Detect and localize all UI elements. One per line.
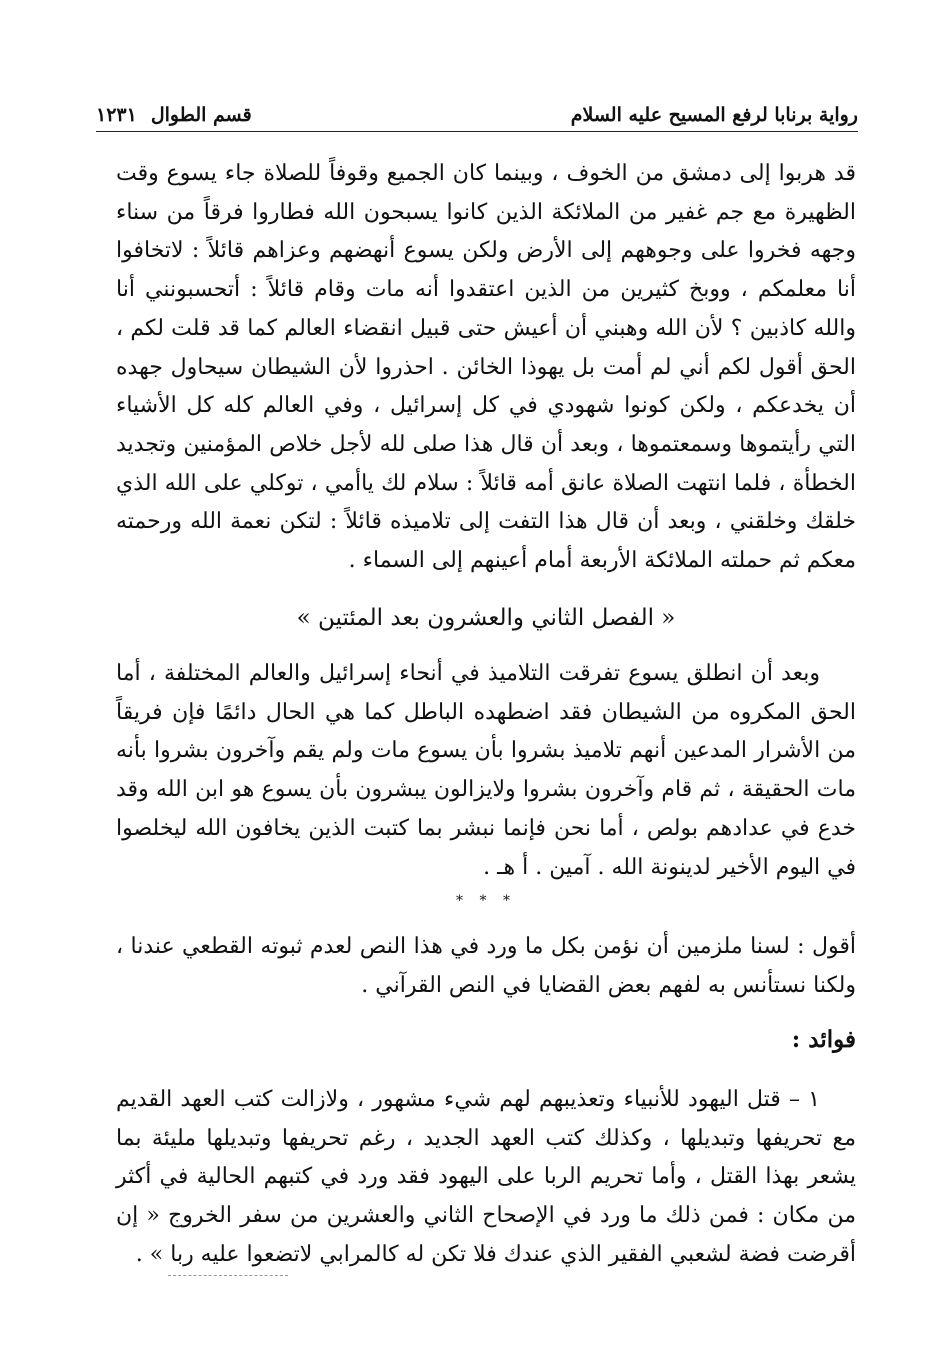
book-title: رواية برنابا لرفع المسيح عليه السلام	[570, 104, 858, 126]
running-header	[96, 86, 858, 126]
paragraph-author-comment: أقول : لسنا ملزمين أن نؤمن بكل ما ورد في هذا النص لعدم ثبوته القطعي عندنا ، ولكنا نستأنس به لفهم بعض القضايا في النص القرآني .	[116, 934, 856, 998]
header-section-info	[96, 104, 252, 126]
section-separator: * * *	[456, 893, 516, 909]
chapter-heading: « الفصل الثاني والعشرون بعد المئتين »	[296, 605, 676, 631]
footnote-rule	[168, 1275, 288, 1276]
section-label: قسم الطوال	[150, 104, 252, 126]
header-rule	[96, 131, 858, 132]
benefits-heading: فوائد :	[791, 1026, 856, 1053]
page-number: ١٢٣١	[96, 104, 137, 126]
paragraph-ascension: قد هربوا إلى دمشق من الخوف ، وبينما كان الجميع وقوفاً للصلاة جاء يسوع وقت الظهيرة مع جم غفير من الملائكة الذين كانوا يسبحون الله فطاروا فرقاً من سناء وجهه فخروا على وجوههم إلى الأرض ولكن يسوع أنهضهم وعزاهم قائلاً : لاتخافوا أنا معلمكم ، ووبخ كثيرين من الذين اعتقدوا أنه مات وقام قائلاً : أتحسبونني أنا والله كاذبين ؟ لأن الله وهبني أن أعيش حتى قبيل انقضاء العالم كما قد قلت لكم ، الحق أقول لكم أني لم أمت بل يهوذا الخائن . احذروا لأن الشيطان سيحاول جهده أن يخدعكم ، ولكن كونوا شهودي في كل إسرائيل ، وفي العالم كله كل الأشياء التي رأيتموها وسمعتموها ، وبعد أن قال هذا صلى لله لأجل خلاص المؤمنين وتجديد الخطأة ، فلما انتهت الصلاة عانق أمه قائلاً : سلام لك ياأمي ، توكلي على الله الذي خلقك وخلقني ، وبعد أن قال هذا التفت إلى تلاميذه قائلاً : لتكن نعمة الله ورحمته معكم ثم حملته الملائكة الأربعة أمام أعينهم إلى السماء .	[116, 161, 856, 574]
paragraph-chapter-222: وبعد أن انطلق يسوع تفرقت التلاميذ في أنحاء إسرائيل والعالم المختلفة ، أما الحق المكروه من الشيطان فقد اضطهده الباطل كما هي الحال دائمًا فإن فريقاً من الأشرار المدعين أنهم تلاميذ بشروا بأن يسوع مات ولم يقم وآخرون بشروا بأنه مات الحقيقة ، ثم قام وآخرون بشروا ولايزالون يبشرون بأن يسوع هو ابن الله وقد خدع في عدادهم بولص ، أما نحن فإنما نبشر بما كتبت الذين يخافون الله ليخلصوا في اليوم الأخير لدينونة الله . آمين . أ هـ .	[116, 661, 856, 880]
paragraph-benefit-1: ١ – قتل اليهود للأنبياء وتعذيبهم لهم شيء مشهور ، ولازالت كتب العهد القديم مع تحريفها وتبديلها ، وكذلك كتب العهد الجديد ، رغم تحريفها وتبديلها مليئة بما يشعر بهذا القتل ، وأما تحريم الربا على اليهود فقد ورد في كتبهم الحالية في أكثر من مكان : فمن ذلك ما ورد في الإصحاح الثاني والعشرين من سفر الخروج « إن أقرضت فضة لشعبي الفقير الذي عندك فلا تكن له كالمرابي لاتضعوا عليه ربا » .	[116, 1087, 856, 1267]
